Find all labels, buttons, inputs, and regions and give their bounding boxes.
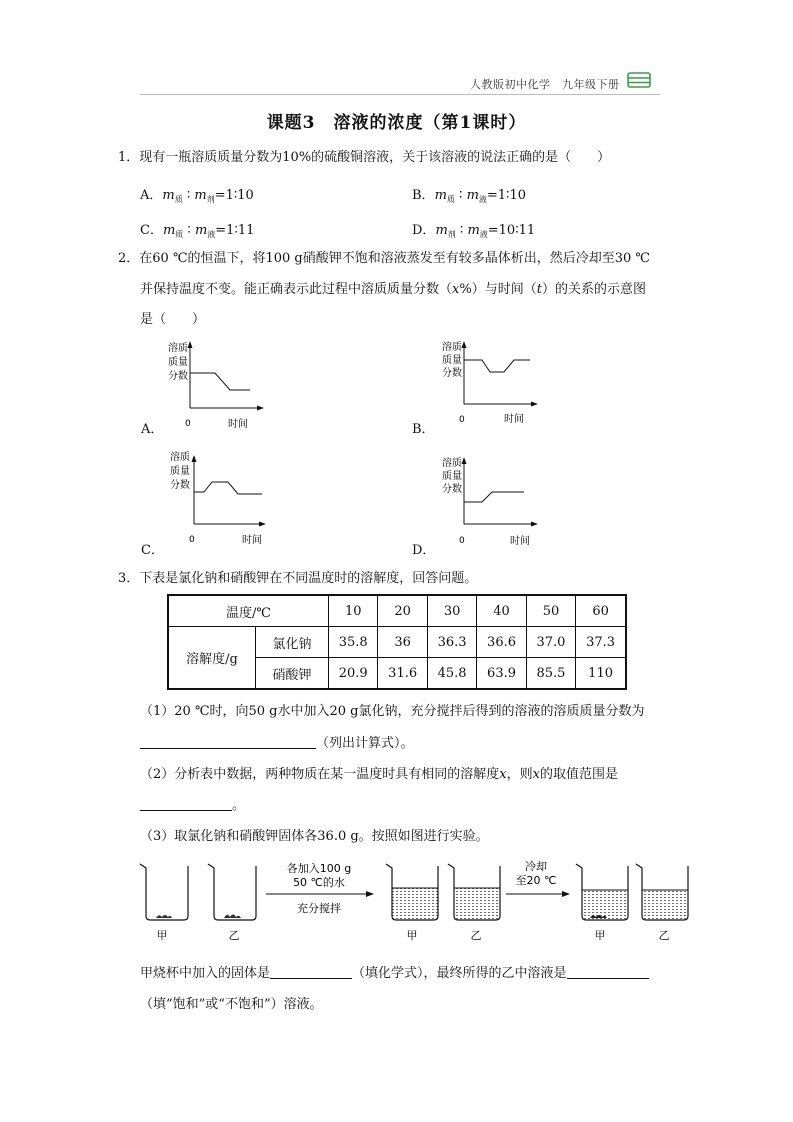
solubility-row-header: 溶解度/g xyxy=(168,627,256,690)
q1-stem: 1．现有一瓶溶质质量分数为10%的硫酸铜溶液，关于该溶液的说法正确的是（ ） xyxy=(118,150,611,165)
q1-option-b[interactable]: B．$m_质$ ∶ $m_液=1∶10$ xyxy=(412,188,526,204)
answer-blank[interactable] xyxy=(567,966,649,979)
arrow1-bottom: 充分搅拌 xyxy=(297,902,341,915)
q2-line3: 是（ ） xyxy=(140,312,206,327)
arrow1-top-line2: 50 ℃的水 xyxy=(293,876,345,889)
arrow2-top-line1: 冷却 xyxy=(525,860,547,873)
svg-text:0: 0 xyxy=(185,419,191,429)
temp-cell: 10 xyxy=(329,595,378,627)
svg-text:溶质: 溶质 xyxy=(170,452,190,463)
temp-cell: 20 xyxy=(378,595,427,627)
svg-text:分数: 分数 xyxy=(442,368,462,379)
table-row xyxy=(168,627,626,658)
beaker-label: 甲 xyxy=(594,929,606,942)
q3-part3: （3）取氯化钠和硝酸钾固体各36.0 g。按照如图进行实验。 xyxy=(140,829,489,844)
temp-cell: 30 xyxy=(427,595,476,627)
substance-name: 硝酸钾 xyxy=(256,658,329,690)
svg-text:质量: 质量 xyxy=(442,471,462,482)
svg-text:时间: 时间 xyxy=(242,535,262,546)
q2-graph-a-letter[interactable]: A． xyxy=(141,422,164,437)
q1-option-d[interactable]: D．$m_剂$ ∶ $m_液=10∶11$ xyxy=(412,223,536,239)
q3-part1-answer: （列出计算式）。 xyxy=(140,732,414,751)
table-cell: 85.5 xyxy=(526,658,575,690)
q2-line1: 2．在60 ℃的恒温下，将100 g硝酸钾不饱和溶液蒸发至有较多晶体析出，然后冷却至30 ℃ xyxy=(118,251,650,266)
svg-text:0: 0 xyxy=(459,415,465,425)
table-cell: 45.8 xyxy=(427,658,476,690)
q2-graph-d-letter[interactable]: D． xyxy=(412,543,436,558)
q3-part3-answer-line1: 甲烧杯中加入的固体是 （填化学式），最终所得的乙中溶液是 xyxy=(140,962,649,981)
svg-text:分数: 分数 xyxy=(442,484,462,495)
table-cell: 63.9 xyxy=(477,658,526,690)
svg-text:质量: 质量 xyxy=(442,355,462,366)
svg-text:0: 0 xyxy=(189,535,195,545)
svg-text:溶质: 溶质 xyxy=(442,342,462,353)
temp-cell: 40 xyxy=(477,595,526,627)
svg-text:0: 0 xyxy=(459,536,465,546)
svg-text:溶质: 溶质 xyxy=(442,458,462,469)
q3-part3-answer-line2: （填“饱和”或“不饱和”）溶液。 xyxy=(140,997,323,1012)
page-title: 课题3 溶液的浓度（第1课时） xyxy=(266,113,527,133)
q1-option-a[interactable]: A．$m_质$ ∶ $m_剂=1∶10$ xyxy=(140,188,254,204)
q2-graph-c-letter[interactable]: C． xyxy=(141,543,164,558)
temp-cell: 60 xyxy=(576,595,626,627)
table-cell: 37.3 xyxy=(576,627,626,658)
q2-line2: 并保持温度不变。能正确表示此过程中溶质质量分数（x%）与时间（t）的关系的示意图 xyxy=(140,282,646,297)
q2-graph-a xyxy=(160,336,270,431)
header-divider xyxy=(140,94,660,95)
beaker-1 xyxy=(140,864,188,920)
svg-text:时间: 时间 xyxy=(504,414,524,425)
beaker-label: 乙 xyxy=(658,929,670,942)
beaker-label: 乙 xyxy=(470,929,482,942)
svg-text:溶质: 溶质 xyxy=(168,343,188,354)
q2-graph-d xyxy=(438,452,548,548)
header-text: 人教版初中化学 九年级下册 xyxy=(470,78,620,91)
beaker-label: 乙 xyxy=(228,929,240,942)
answer-blank[interactable] xyxy=(140,798,232,811)
svg-text:质量: 质量 xyxy=(168,357,188,368)
arrow-icon xyxy=(366,891,374,897)
temp-header: 温度/℃ xyxy=(168,595,329,627)
table-cell: 36 xyxy=(378,627,427,658)
table-cell: 37.0 xyxy=(526,627,575,658)
svg-text:时间: 时间 xyxy=(228,419,248,430)
q3-part1: （1）20 ℃时，向50 g水中加入20 g氯化钠，充分搅拌后得到的溶液的溶质质量分数为 xyxy=(140,704,645,719)
table-cell: 35.8 xyxy=(329,627,378,658)
answer-blank[interactable] xyxy=(270,966,352,979)
table-cell: 36.3 xyxy=(427,627,476,658)
solubility-table xyxy=(167,594,627,690)
option-letter: D． xyxy=(412,223,436,238)
temp-cell: 50 xyxy=(526,595,575,627)
q2-graph-c xyxy=(164,448,274,548)
beaker-3 xyxy=(386,864,438,920)
q3-part2-answer: 。 xyxy=(140,794,245,813)
beaker-4 xyxy=(448,864,500,920)
table-cell: 36.6 xyxy=(477,627,526,658)
q2-graph-b-letter[interactable]: B． xyxy=(412,422,435,437)
beaker-5 xyxy=(576,864,628,920)
q3-stem: 3．下表是氯化钠和硝酸钾在不同温度时的溶解度，回答问题。 xyxy=(118,571,478,586)
beaker-label: 甲 xyxy=(406,929,418,942)
option-letter: A． xyxy=(140,188,163,203)
substance-name: 氯化钠 xyxy=(256,627,329,658)
q2-graph-b xyxy=(438,336,548,431)
table-cell: 31.6 xyxy=(378,658,427,690)
arrow-icon xyxy=(562,891,570,897)
svg-text:分数: 分数 xyxy=(168,371,188,382)
q3-part2: （2）分析表中数据，两种物质在某一温度时具有相同的溶解度x，则x的取值范围是 xyxy=(140,767,618,782)
svg-text:质量: 质量 xyxy=(170,466,190,477)
svg-text:分数: 分数 xyxy=(170,480,190,491)
book-logo-icon xyxy=(627,72,651,88)
arrow1-top-line1: 各加入100 g xyxy=(286,862,352,875)
beaker-6 xyxy=(636,864,688,920)
beaker-2 xyxy=(208,864,256,920)
option-letter: B． xyxy=(412,188,435,203)
table-row xyxy=(168,595,626,627)
option-letter: C． xyxy=(140,223,163,238)
arrow2-top-line2: 至20 ℃ xyxy=(515,874,557,887)
experiment-diagram xyxy=(136,854,696,946)
table-cell: 20.9 xyxy=(329,658,378,690)
beaker-label: 甲 xyxy=(156,929,168,942)
q1-option-c[interactable]: C．$m_质$ ∶ $m_液=1∶11$ xyxy=(140,223,255,239)
table-cell: 110 xyxy=(576,658,626,690)
answer-blank[interactable] xyxy=(140,736,316,749)
svg-text:时间: 时间 xyxy=(510,536,530,547)
